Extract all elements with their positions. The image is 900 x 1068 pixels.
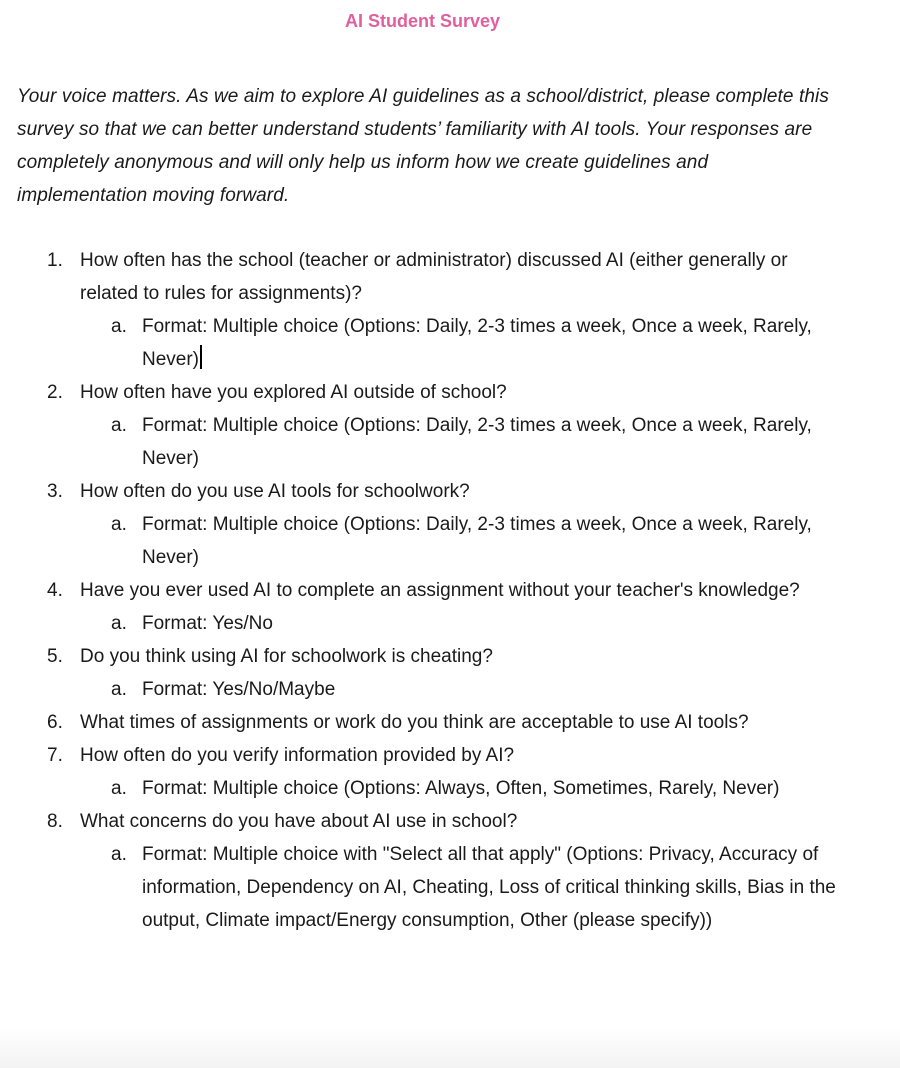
question-item[interactable] bbox=[0, 739, 900, 772]
question-number: 8. bbox=[47, 811, 63, 832]
question-number: 6. bbox=[47, 712, 63, 733]
format-marker: a. bbox=[111, 679, 127, 700]
question-text: What concerns do you have about AI use in school? bbox=[80, 811, 518, 832]
format-marker: a. bbox=[111, 514, 127, 535]
format-marker: a. bbox=[111, 415, 127, 436]
text-cursor bbox=[200, 345, 202, 369]
format-marker: a. bbox=[111, 844, 127, 865]
document-title: AI Student Survey bbox=[344, 11, 501, 31]
format-item[interactable] bbox=[0, 838, 900, 937]
question-number: 7. bbox=[47, 745, 63, 766]
question-item[interactable] bbox=[0, 376, 900, 409]
format-marker: a. bbox=[111, 613, 127, 634]
bottom-fade bbox=[0, 1028, 900, 1068]
question-list bbox=[0, 244, 900, 937]
format-item[interactable] bbox=[0, 409, 900, 475]
question-item[interactable] bbox=[0, 706, 900, 739]
question-number: 1. bbox=[47, 250, 63, 271]
format-text: Format: Multiple choice with "Select all that apply" (Options: Privacy, Accuracy of information, Dependency on AI, Cheating, Loss of critical thinking skills, Bias in the output, Climate impact/Energy consumption, Other (please specify)) bbox=[142, 844, 836, 931]
format-marker: a. bbox=[111, 778, 127, 799]
format-text: Format: Yes/No bbox=[142, 613, 273, 634]
question-item[interactable] bbox=[0, 244, 900, 310]
question-item[interactable] bbox=[0, 475, 900, 508]
question-text: What times of assignments or work do you think are acceptable to use AI tools? bbox=[80, 712, 749, 733]
format-text: Format: Multiple choice (Options: Daily, 2-3 times a week, Once a week, Rarely, Never) bbox=[142, 316, 812, 370]
question-number: 5. bbox=[47, 646, 63, 667]
question-item[interactable] bbox=[0, 574, 900, 607]
question-text: Have you ever used AI to complete an assignment without your teacher's knowledge? bbox=[80, 580, 800, 601]
format-text: Format: Multiple choice (Options: Daily, 2-3 times a week, Once a week, Rarely, Never) bbox=[142, 514, 812, 568]
format-item[interactable] bbox=[0, 673, 900, 706]
question-number: 3. bbox=[47, 481, 63, 502]
format-text: Format: Multiple choice (Options: Always, Often, Sometimes, Rarely, Never) bbox=[142, 778, 780, 799]
question-item[interactable] bbox=[0, 640, 900, 673]
question-text: Do you think using AI for schoolwork is cheating? bbox=[80, 646, 493, 667]
format-item[interactable] bbox=[0, 772, 900, 805]
question-text: How often do you verify information provided by AI? bbox=[80, 745, 515, 766]
format-item[interactable] bbox=[0, 607, 900, 640]
format-text: Format: Yes/No/Maybe bbox=[142, 679, 336, 700]
question-number: 2. bbox=[47, 382, 63, 403]
intro-paragraph[interactable]: Your voice matters. As we aim to explore AI guidelines as a school/district, please complete this survey so that we can better understand students’ familiarity with AI tools. Your responses are completely anonymous and will only help us inform how we create guidelines and implementation moving forward. bbox=[17, 86, 829, 206]
question-item[interactable] bbox=[0, 805, 900, 838]
format-marker: a. bbox=[111, 316, 127, 337]
format-text: Format: Multiple choice (Options: Daily, 2-3 times a week, Once a week, Rarely, Never) bbox=[142, 415, 812, 469]
question-text: How often has the school (teacher or administrator) discussed AI (either generally or related to rules for assignments)? bbox=[80, 250, 788, 304]
question-text: How often have you explored AI outside of school? bbox=[80, 382, 507, 403]
format-item[interactable] bbox=[0, 508, 900, 574]
question-text: How often do you use AI tools for schoolwork? bbox=[80, 481, 470, 502]
format-item[interactable] bbox=[0, 310, 900, 376]
question-number: 4. bbox=[47, 580, 63, 601]
